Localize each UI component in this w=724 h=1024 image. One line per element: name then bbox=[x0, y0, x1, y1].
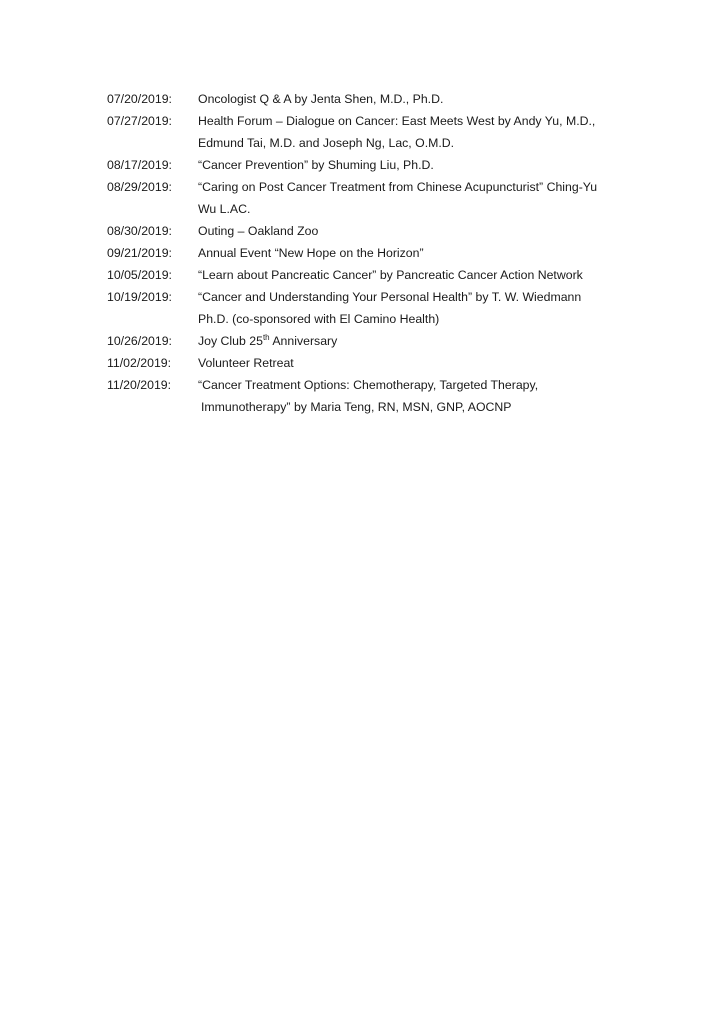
event-description-line: Annual Event “New Hope on the Horizon” bbox=[198, 246, 424, 260]
event-description-line: “Cancer and Understanding Your Personal Health” by T. W. Wiedmann bbox=[198, 290, 582, 304]
event-date: 08/30/2019: bbox=[107, 224, 172, 238]
event-description-line: “Caring on Post Cancer Treatment from Chinese Acupuncturist” Ching-Yu bbox=[198, 180, 598, 194]
event-description-line: Edmund Tai, M.D. and Joseph Ng, Lac, O.M.D. bbox=[198, 136, 455, 150]
event-item bbox=[107, 176, 647, 220]
event-description bbox=[198, 154, 647, 176]
event-date: 10/26/2019: bbox=[107, 334, 172, 348]
event-description bbox=[198, 286, 647, 330]
event-date: 11/20/2019: bbox=[107, 378, 172, 392]
event-item bbox=[107, 286, 647, 330]
event-description bbox=[198, 264, 647, 286]
event-date: 10/05/2019: bbox=[107, 268, 172, 282]
event-description-line: Oncologist Q & A by Jenta Shen, M.D., Ph.D. bbox=[198, 92, 444, 106]
event-item bbox=[107, 110, 647, 154]
event-description-line: Volunteer Retreat bbox=[198, 356, 294, 370]
event-description bbox=[198, 374, 647, 418]
event-item bbox=[107, 330, 647, 352]
event-description bbox=[198, 220, 647, 242]
event-item bbox=[107, 264, 647, 286]
event-description bbox=[198, 330, 647, 352]
event-description bbox=[198, 176, 647, 220]
event-description-line bbox=[198, 330, 647, 352]
event-description bbox=[198, 110, 647, 154]
event-date: 08/29/2019: bbox=[107, 180, 172, 194]
event-description-line: Outing – Oakland Zoo bbox=[198, 224, 319, 238]
event-description-line: “Cancer Prevention” by Shuming Liu, Ph.D. bbox=[198, 158, 434, 172]
event-description bbox=[198, 352, 647, 374]
event-item bbox=[107, 352, 647, 374]
event-item bbox=[107, 374, 647, 418]
event-item bbox=[107, 88, 647, 110]
event-description-line: Wu L.AC. bbox=[198, 202, 251, 216]
event-item bbox=[107, 154, 647, 176]
event-date: 07/27/2019: bbox=[107, 114, 172, 128]
event-description-line: “Cancer Treatment Options: Chemotherapy, Targeted Therapy, bbox=[198, 378, 539, 392]
event-date: 11/02/2019: bbox=[107, 356, 172, 370]
event-date: 07/20/2019: bbox=[107, 92, 172, 106]
event-date: 10/19/2019: bbox=[107, 290, 172, 304]
event-description-text: Joy Club 25 bbox=[198, 334, 263, 348]
event-description-line: “Learn about Pancreatic Cancer” by Pancreatic Cancer Action Network bbox=[198, 268, 583, 282]
event-list bbox=[107, 88, 647, 418]
event-description bbox=[198, 242, 647, 264]
event-date: 08/17/2019: bbox=[107, 158, 172, 172]
event-description-line: Immunotherapy” by Maria Teng, RN, MSN, GNP, AOCNP bbox=[201, 400, 512, 414]
event-description-line: Ph.D. (co-sponsored with El Camino Health) bbox=[198, 312, 440, 326]
event-item bbox=[107, 242, 647, 264]
ordinal-suffix: th bbox=[262, 333, 270, 342]
event-description-text: Anniversary bbox=[269, 334, 338, 348]
event-description-line: Health Forum – Dialogue on Cancer: East Meets West by Andy Yu, M.D., bbox=[198, 114, 596, 128]
event-date: 09/21/2019: bbox=[107, 246, 172, 260]
event-item bbox=[107, 220, 647, 242]
event-description bbox=[198, 88, 647, 110]
